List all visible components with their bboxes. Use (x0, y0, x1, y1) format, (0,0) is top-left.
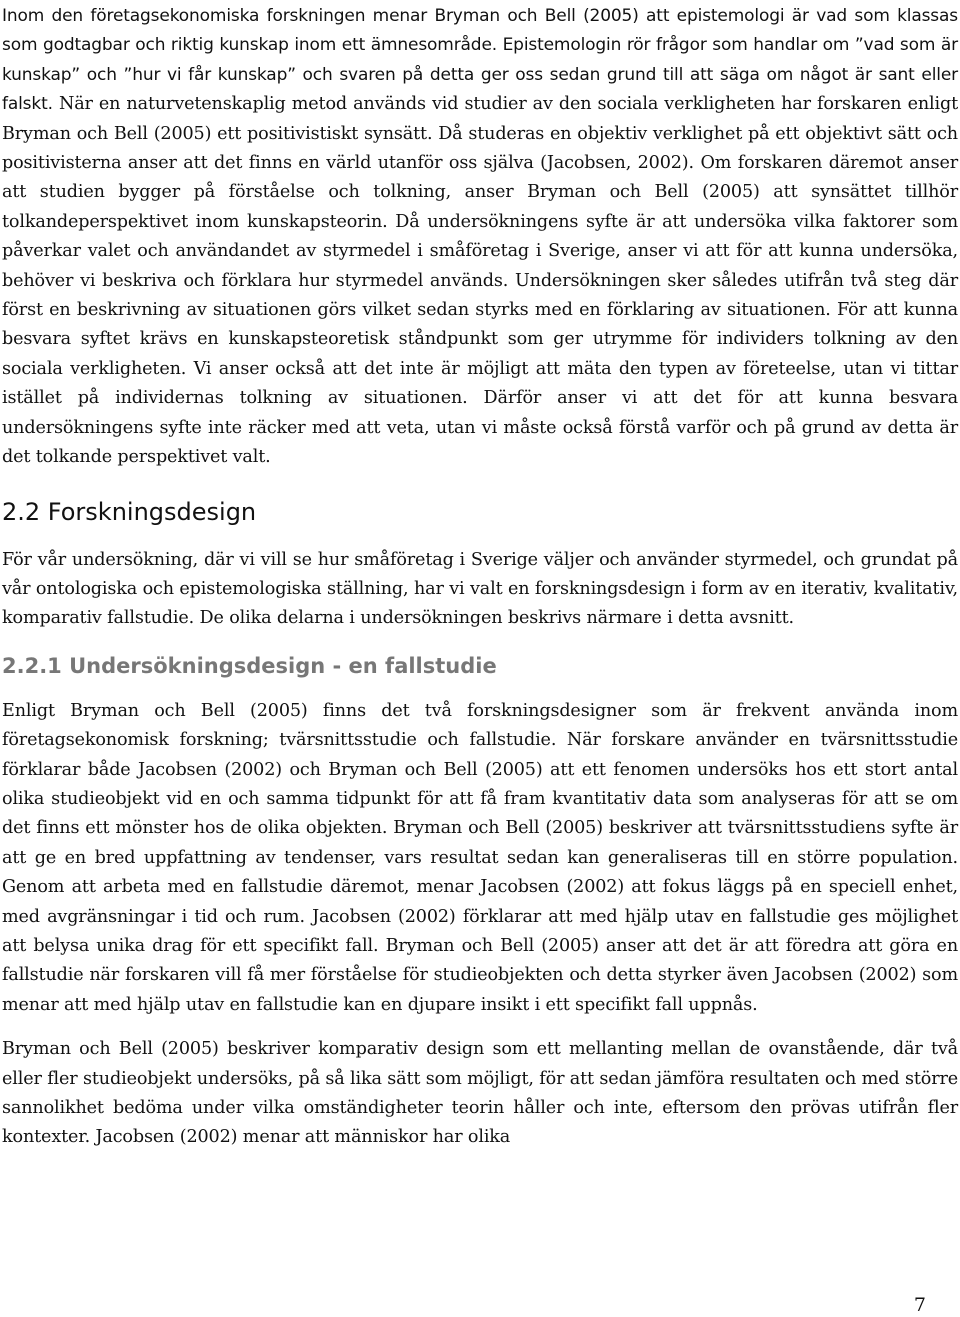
subsection-heading-fallstudie: 2.2.1 Undersökningsdesign - en fallstudie (2, 653, 497, 678)
paragraph-forskningsdesign: För vår undersökning, där vi vill se hur småföretag i Sverige väljer och använder styrmedel, och grundat på vår ontologiska och epistemologiska ställning, har vi valt en forskningsdesign i form av en iterativ, kvalitativ, komparativ fallstudie. De olika delarna i undersökningen beskrivs närmare i detta avsnitt. (2, 549, 958, 629)
paragraph-epistemology (2, 2, 958, 473)
document-page (2, 2, 958, 1153)
paragraph-komparativ-design: Bryman och Bell (2005) beskriver komparativ design som ett mellanting mellan de ovanstående, där två eller fler studieobjekt undersöks, på så lika sätt som möjligt, för att sedan jämföra resultaten och med större sannolikhet bedöma under vilka omständigheter teorin håller och inte, eftersom den prövas utifrån fler kontexter. Jacobsen (2002) menar att människor har olika (2, 1039, 958, 1148)
section-heading-forskningsdesign: 2.2 Forskningsdesign (2, 497, 257, 526)
paragraph-epistemology-body: När en naturvetenskaplig metod används vid studier av den sociala verkligheten har forskaren enligt Bryman och Bell (2005) ett positivistiskt synsätt. Då studeras en objektiv verklighet på ett objektivt sätt och positivisterna anser att det finns en värld utanför oss själva (Jacobsen, 2002). Om forskaren däremot anser att studien bygger på förståelse och tolkning, anser Bryman och Bell (2005) att synsättet tillhör tolkandeperspektivet inom kunskapsteorin. Då undersökningens syfte är att undersöka vilka faktorer som påverkar valet och användandet av styrmedel i småföretag i Sverige, anser vi att för att kunna undersöka, behöver vi beskriva och förklara hur styrmedel används. Undersökningen sker således utifrån två steg där först en beskrivning av situationen görs vilket sedan styrks med en förklaring av situationen. För att kunna besvara syftet krävs en kunskapsteoretisk ståndpunkt som ger utrymme för individers tolkning av den sociala verkligheten. Vi anser också att det inte är möjligt att mäta den typen av företeelse, utan vi tittar istället på individernas tolkning av situationen. Därför anser vi att det för att kunna besvara undersökningens syfte inte räcker med att veta, utan vi måste också förstå varför och på grund av detta är det tolkande perspektivet valt. (2, 94, 958, 468)
page-number: 7 (913, 1294, 926, 1316)
paragraph-fallstudie: Enligt Bryman och Bell (2005) finns det två forskningsdesigner som är frekvent använda inom företagsekonomisk forskning; tvärsnittsstudie och fallstudie. När forskare använder en tvärsnittsstudie förklarar både Jacobsen (2002) och Bryman och Bell (2005) att ett fenomen undersöks hos ett stort antal olika studieobjekt vid en och samma tidpunkt för att få fram kvantitativ data som analyseras för att se om det finns ett mönster hos de olika objekten. Bryman och Bell (2005) beskriver att tvärsnittsstudiens syfte är att ge en bred uppfattning av tendenser, vars resultat sedan kan generaliseras till en större population. Genom att arbeta med en fallstudie däremot, menar Jacobsen (2002) att fokus läggs på en speciell enhet, med avgränsningar i tid och rum. Jacobsen (2002) förklarar att med hjälp utav en fallstudie ges möjlighet att belysa unika drag för ett specifikt fall. Bryman och Bell (2005) anser att det är att föredra att göra en fallstudie när forskaren vill få mer förståelse för studieobjekten och detta styrker även Jacobsen (2002) som menar att med hjälp utav en fallstudie kan en djupare insikt i ett specifikt fall uppnås. (2, 700, 958, 1015)
paragraph-epistemology-intro: Inom den företagsekonomiska forskningen menar Bryman och Bell (2005) att epistemologi är vad som klassas som godtagbar och riktig kunskap inom ett ämnesområde. Epistemologin rör frågor som handlar om ”vad som är kunskap” och ”hur vi får kunskap” och svaren på detta ger oss sedan grund till att säga om något är sant eller falskt. (2, 6, 958, 115)
